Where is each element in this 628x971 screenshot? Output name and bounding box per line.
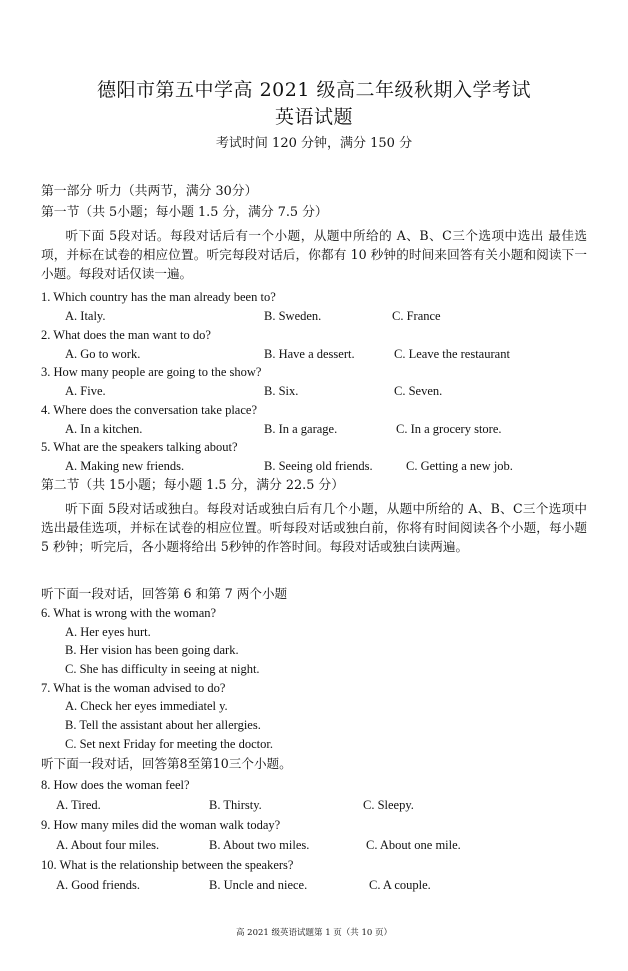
question-9-option-c: C. About one mile. [366, 838, 461, 852]
question-9-option-a: A. About four miles. [56, 838, 160, 852]
question-4-option-b: B. In a garage. [264, 422, 338, 436]
question-7-option-a: A. Check her eyes immediatel y. [65, 699, 228, 713]
question-7-stem: 7. What is the woman advised to do? [41, 681, 226, 695]
section1-instructions-text: 听下面 5段对话。每段对话后有一个小题，从题中所给的 A、B、C三个选项中选出 最佳选项，并标在试卷的相应位置。听完每段对话后，你都有 10 秒钟的时间来回答有关小题和阅读下一小题。每段对话仅读一遍。 [41, 228, 587, 281]
section2-instructions-text: 听下面 5段对话或独白。每段对话或独白后有几个小题，从题中所给的 A、B、C三个选项中选出最佳选项，并标在试卷的相应位置。听每段对话或独白前，你将有时间阅读各个小题，每小题 5 秒钟；听完后，各小题将给出 5秒钟的作答时间。每段对话或独白读两遍。 [41, 501, 587, 554]
section1-instructions [41, 226, 587, 283]
exam-title: 德阳市第五中学高 2021 级高二年级秋期入学考试 [97, 79, 531, 101]
question-10-stem: 10. What is the relationship between the speakers? [41, 858, 294, 872]
question-3-option-b: B. Six. [264, 384, 299, 398]
question-1-option-b: B. Sweden. [264, 309, 322, 323]
group2-intro: 听下面一段对话，回答第8至第10三个小题。 [41, 756, 292, 771]
question-8-stem: 8. How does the woman feel? [41, 778, 190, 792]
question-7-option-b: B. Tell the assistant about her allergies. [65, 718, 261, 732]
question-6-option-a: A. Her eyes hurt. [65, 625, 151, 639]
question-3-option-c: C. Seven. [394, 384, 443, 398]
exam-info: 考试时间 120 分钟，满分 150 分 [215, 136, 413, 151]
question-5-option-c: C. Getting a new job. [406, 459, 513, 473]
question-9-option-b: B. About two miles. [209, 838, 310, 852]
question-2-stem: 2. What does the man want to do? [41, 328, 211, 342]
section1-heading: 第一节（共 5小题；每小题 1.5 分，满分 7.5 分） [41, 205, 328, 220]
section2-instructions [41, 499, 587, 556]
question-2-option-b: B. Have a dessert. [264, 347, 355, 361]
question-3-stem: 3. How many people are going to the show? [41, 365, 262, 379]
question-6-option-c: C. She has difficulty in seeing at night. [65, 662, 260, 676]
question-1-option-a: A. Italy. [65, 309, 106, 323]
question-5-stem: 5. What are the speakers talking about? [41, 440, 238, 454]
part1-heading: 第一部分 听力（共两节，满分 30分） [41, 184, 258, 199]
page-footer: 高 2021 级英语试题第 1 页（共 10 页） [235, 928, 393, 938]
question-1-option-c: C. France [392, 309, 441, 323]
question-7-option-c: C. Set next Friday for meeting the doctor. [65, 737, 273, 751]
question-1-stem: 1. Which country has the man already been to? [41, 290, 276, 304]
question-4-option-a: A. In a kitchen. [65, 422, 143, 436]
question-8-option-c: C. Sleepy. [363, 798, 414, 812]
section2-heading: 第二节（共 15小题；每小题 1.5 分，满分 22.5 分） [41, 478, 345, 493]
question-6-option-b: B. Her vision has been going dark. [65, 643, 239, 657]
group1-intro: 听下面一段对话，回答第 6 和第 7 两个小题 [41, 586, 288, 601]
exam-subject: 英语试题 [274, 106, 353, 128]
question-10-option-c: C. A couple. [369, 878, 431, 892]
question-2-option-a: A. Go to work. [65, 347, 141, 361]
question-8-option-b: B. Thirsty. [209, 798, 262, 812]
question-5-option-b: B. Seeing old friends. [264, 459, 373, 473]
question-9-stem: 9. How many miles did the woman walk today? [41, 818, 281, 832]
question-6-stem: 6. What is wrong with the woman? [41, 606, 217, 620]
question-4-option-c: C. In a grocery store. [396, 422, 502, 436]
question-5-option-a: A. Making new friends. [65, 459, 185, 473]
question-3-option-a: A. Five. [65, 384, 106, 398]
question-10-option-b: B. Uncle and niece. [209, 878, 308, 892]
question-2-option-c: C. Leave the restaurant [394, 347, 510, 361]
question-8-option-a: A. Tired. [56, 798, 101, 812]
question-4-stem: 4. Where does the conversation take place? [41, 403, 257, 417]
question-10-option-a: A. Good friends. [56, 878, 141, 892]
